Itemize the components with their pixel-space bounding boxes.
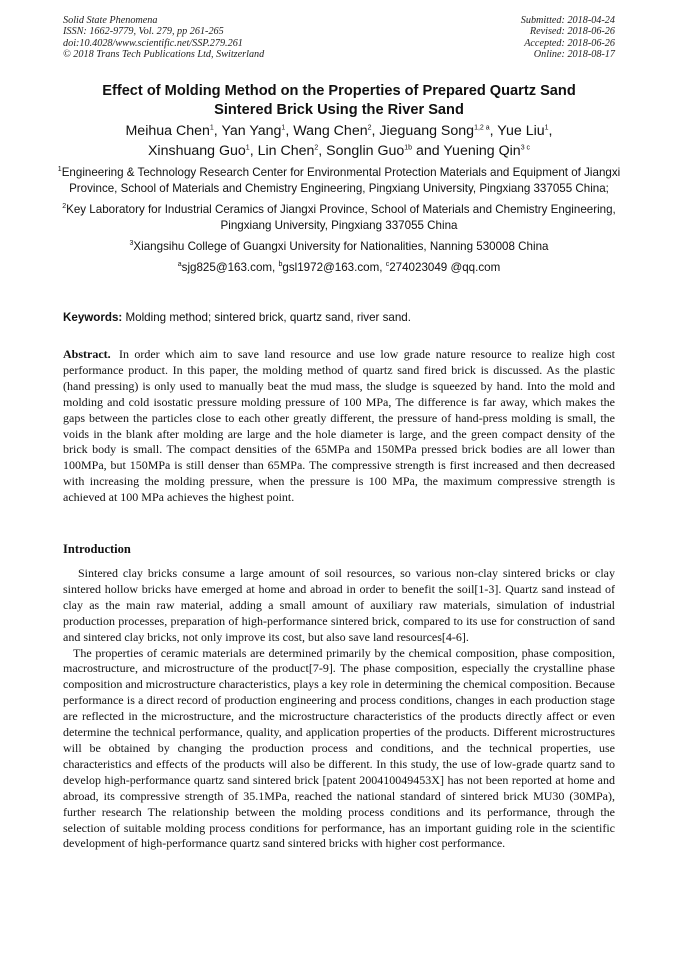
journal-info	[63, 15, 264, 61]
journal-copyright: © 2018 Trans Tech Publications Ltd, Switzerland	[63, 49, 265, 61]
author-emails: $^a$sjg825@163.com, $^b$gsl1972@163.com, $^c$274023049 @qq.com	[177, 261, 501, 274]
email-link[interactable]: sjg825@163.com,	[181, 261, 279, 274]
author: Meihua Chen$^1$,	[125, 123, 222, 139]
section-heading-introduction: Introduction	[63, 542, 131, 556]
abstract-text: In order which aim to save land resource and use low grade nature resource to realize high cost performance product. In this paper, the molding method of quartz sand fired brick is discussed. As the plastic (hand pressing) is only used to manually beat the mud mass, the sludge is squeezed by hand. Into the mold and molding and cold isostatic pressure molding pressure of 100 MPa, The difference is far away, which makes the gaps between the particles close to each other greatly different, the pressure of hand-press molding is small, the voids in the blank after molding are large and the hole diameter is large, and the green compact density of the brick body is small. The compact densities of the 65MPa and 150MPa pressed brick bodies are all lower than 100MPa, but 150MPa is still denser than 65MPa. The compressive strength is first increased and then decreased with increasing the molding pressure, when the pressure is 100 MPa, the maximum compressive strength is achieved at 100 MPa achieves the highest point.	[63, 347, 615, 505]
author: Yue Liu$^1$,	[497, 123, 553, 139]
author: Yuening Qin$^{3 c}$	[443, 142, 531, 159]
affiliation: $^2$Key Laboratory for Industrial Ceramics of Jiangxi Province, School of Materials and Chemistry Engineering, Pingxiang University, Pingxiang 337055 China	[62, 203, 616, 232]
paragraph: Sintered clay bricks consume a large amount of soil resources, so various non-clay sintered bricks or clay sintered hollow bricks have emerged at home and abroad in order to benefit the soil[1-3]. Quartz sand instead of clay as the main raw material, adding a small amount of auxiliary raw materials, simulation of industrial production processes, preparation of high-performance sintered brick, compared to its use for construction of sand and sintered clay bricks, not only improve its cost, but also save land resources[4-6].	[63, 566, 615, 644]
affiliation: $^1$Engineering & Technology Research Center for Environmental Protection Materials and Equipment of Jiangxi Province, School of Materials and Chemistry Engineering, Pingxiang University, Pingxiang 337055 China;	[57, 166, 621, 195]
affiliation: $^3$Xiangsihu College of Guangxi University for Nationalities, Nanning 530008 China	[129, 240, 549, 253]
keywords	[63, 311, 411, 324]
abstract	[63, 347, 615, 506]
date-online: Online: 2018-08-17	[533, 49, 615, 61]
author: Yan Yang$^1$,	[221, 123, 294, 139]
journal-doi: doi:10.4028/www.scientific.net/SSP.279.261	[63, 37, 243, 49]
date-submitted: Submitted: 2018-04-24	[520, 15, 615, 26]
author: Lin Chen$^2$,	[257, 142, 327, 159]
introduction-body	[63, 566, 615, 852]
abstract-label: Abstract.	[63, 347, 111, 361]
author: Xinshuang Guo$^1$,	[147, 142, 258, 159]
email-link[interactable]: 274023049 @qq.com	[389, 261, 501, 274]
title-line: Sintered Brick Using the River Sand	[214, 102, 464, 118]
author: Wang Chen$^2$,	[293, 123, 380, 139]
paragraph: The properties of ceramic materials are determined primarily by the chemical composition, phase composition, macrostructure, and microstructure of the product[7-9]. The phase composition, especially the crystalline phase composition and microstructure characteristics, plays a key role in determining the chemical composition. Because performance is a direct record of production engineering and process conditions, changes in each production stage are reflected in the microstructure, and the microstructure characteristics of the products directly affect or even determine the technical performance, quality, and application properties of the products. Different microstructures will be obtained by changing the production process and conditions, and the technical properties, use characteristics and effects of the products will also be different. In this study, the use of low-grade quartz sand to develop high-performance quartz sand sintered brick [patent 200410049453X] has not been reported at home and abroad, its compressive strength of 35.1MPa, reached the national standard of sintered brick MU30 (30MPa), further research The relationship between the molding process conditions and its performance, through the selection of suitable molding process conditions for performance, has an important guiding role in the scientific development of high-performance quartz sand sintered bricks with higher cost performance.	[63, 645, 615, 851]
keywords-text: Molding method; sintered brick, quartz sand, river sand.	[122, 311, 411, 324]
author: Songlin Guo$^{1b}$ and	[326, 142, 444, 159]
publication-dates	[521, 15, 615, 61]
date-revised: Revised: 2018-06-26	[529, 26, 615, 38]
email-link[interactable]: gsl1972@163.com,	[282, 261, 386, 274]
author: Jieguang Song$^{1,2 a}$,	[379, 123, 498, 139]
affiliations	[52, 165, 626, 276]
title-line: Effect of Molding Method on the Properties of Prepared Quartz Sand	[102, 83, 576, 99]
paper-title	[40, 82, 638, 120]
date-accepted: Accepted: 2018-06-26	[524, 37, 615, 49]
keywords-label: Keywords:	[63, 311, 123, 324]
journal-issn: ISSN: 1662-9779, Vol. 279, pp 261-265	[63, 26, 224, 38]
journal-name: Solid State Phenomena	[63, 15, 158, 26]
author-list	[40, 122, 638, 161]
